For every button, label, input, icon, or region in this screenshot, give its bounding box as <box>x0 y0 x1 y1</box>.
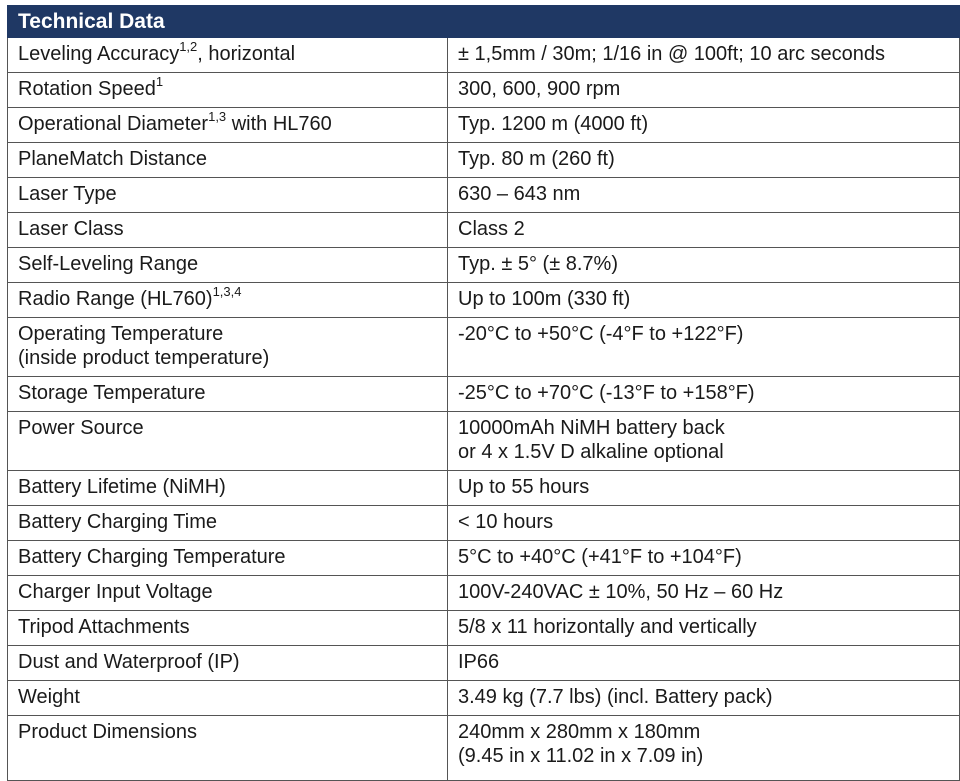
spec-label-cell <box>8 611 448 646</box>
spec-value: 5/8 x 11 horizontally and vertically <box>458 616 757 638</box>
spec-value-cell <box>448 213 960 248</box>
table-row <box>8 108 960 143</box>
spec-label-cell <box>8 213 448 248</box>
spec-value: Up to 55 hours <box>458 476 590 498</box>
table-row <box>8 143 960 178</box>
spec-label: Power Source <box>18 417 144 439</box>
footnote-reference: 1 <box>155 74 164 90</box>
spec-value: < 10 hours <box>458 511 554 533</box>
spec-value-cell <box>448 506 960 541</box>
spec-value: 630 – 643 nm <box>458 183 581 205</box>
spec-value: Typ. 1200 m (4000 ft) <box>458 113 649 135</box>
spec-value-cell <box>448 471 960 506</box>
spec-label: PlaneMatch Distance <box>18 148 207 170</box>
spec-label: Self-Leveling Range <box>18 253 199 275</box>
table-row <box>8 716 960 781</box>
spec-label-cell <box>8 541 448 576</box>
spec-label: Battery Charging Temperature <box>18 546 286 568</box>
spec-value-cell <box>448 716 960 781</box>
spec-value-cell <box>448 178 960 213</box>
spec-label-cell <box>8 248 448 283</box>
spec-value-cell <box>448 38 960 73</box>
spec-value: Typ. 80 m (260 ft) <box>458 148 615 170</box>
spec-label-cell <box>8 178 448 213</box>
spec-label: Laser Class <box>18 218 124 240</box>
spec-value-cell <box>448 318 960 377</box>
spec-label-line <box>18 381 447 405</box>
table-row <box>8 377 960 412</box>
table-row <box>8 38 960 73</box>
spec-label-line <box>18 109 447 136</box>
spec-label: Tripod Attachments <box>18 616 190 638</box>
spec-value: 240mm x 280mm x 180mm <box>458 721 701 743</box>
table-row <box>8 576 960 611</box>
spec-value-cell <box>448 377 960 412</box>
table-row <box>8 611 960 646</box>
spec-label-cell <box>8 143 448 178</box>
spec-label: Charger Input Voltage <box>18 581 213 603</box>
table-row <box>8 506 960 541</box>
table-row <box>8 412 960 471</box>
spec-value-cell <box>448 576 960 611</box>
spec-value-cell <box>448 611 960 646</box>
spec-label-line <box>18 545 447 569</box>
spec-label-line <box>18 147 447 171</box>
spec-value: Typ. ± 5° (± 8.7%) <box>458 253 618 275</box>
spec-label-suffix: with HL760 <box>226 113 332 135</box>
spec-label-line <box>18 615 447 639</box>
spec-label-cell <box>8 646 448 681</box>
spec-label-cell <box>8 318 448 377</box>
spec-label-cell <box>8 377 448 412</box>
spec-label-cell <box>8 681 448 716</box>
spec-label-line <box>18 322 447 346</box>
spec-value-cell <box>448 73 960 108</box>
table-row <box>8 471 960 506</box>
spec-value: -20°C to +50°C (-4°F to +122°F) <box>458 323 744 345</box>
spec-value-cell <box>448 681 960 716</box>
spec-label-line <box>18 416 447 440</box>
table-header-value-cell <box>448 6 960 38</box>
footnote-reference: 1,3,4 <box>212 284 242 300</box>
spec-label: Radio Range (HL760) <box>18 288 213 310</box>
spec-value-cell <box>448 143 960 178</box>
spec-value: 10000mAh NiMH battery back <box>458 417 725 439</box>
spec-label-cell <box>8 108 448 143</box>
spec-label: Operational Diameter <box>18 113 209 135</box>
spec-value: IP66 <box>458 651 500 673</box>
table-row <box>8 178 960 213</box>
spec-value-cell <box>448 108 960 143</box>
spec-label: Operating Temperature <box>18 323 224 345</box>
spec-label: Laser Type <box>18 183 117 205</box>
technical-data-table <box>7 5 960 781</box>
spec-value: Up to 100m (330 ft) <box>458 288 631 310</box>
spec-label: Leveling Accuracy <box>18 43 180 65</box>
spec-value: ± 1,5mm / 30m; 1/16 in @ 100ft; 10 arc seconds <box>458 43 886 65</box>
spec-label: Rotation Speed <box>18 78 156 100</box>
spec-value: 300, 600, 900 rpm <box>458 78 621 100</box>
spec-label-line <box>18 720 447 744</box>
spec-label-line <box>18 650 447 674</box>
table-row <box>8 541 960 576</box>
spec-label-line-2: (inside product temperature) <box>18 347 270 369</box>
spec-label-cell <box>8 471 448 506</box>
spec-label-cell <box>8 576 448 611</box>
spec-label: Battery Lifetime (NiMH) <box>18 476 226 498</box>
spec-value: 5°C to +40°C (+41°F to +104°F) <box>458 546 742 568</box>
table-row <box>8 213 960 248</box>
spec-label-line <box>18 284 447 311</box>
table-title: Technical Data <box>8 6 448 38</box>
footnote-reference: 1,2 <box>179 39 198 55</box>
spec-value-cell <box>448 248 960 283</box>
table-row <box>8 73 960 108</box>
spec-value: -25°C to +70°C (-13°F to +158°F) <box>458 382 755 404</box>
spec-label: Battery Charging Time <box>18 511 217 533</box>
spec-value: 100V-240VAC ± 10%, 50 Hz – 60 Hz <box>458 581 784 603</box>
spec-value: Class 2 <box>458 218 525 240</box>
spec-label-suffix: , horizontal <box>197 43 296 65</box>
spec-label: Dust and Waterproof (IP) <box>18 651 240 673</box>
spec-value-cell <box>448 412 960 471</box>
spec-label-cell <box>8 73 448 108</box>
spec-label-line <box>18 74 447 101</box>
table-row <box>8 646 960 681</box>
table-header-row <box>8 6 960 38</box>
spec-label-cell <box>8 716 448 781</box>
spec-label-line <box>18 510 447 534</box>
table-row <box>8 248 960 283</box>
spec-value-cell <box>448 646 960 681</box>
spec-label: Product Dimensions <box>18 721 197 743</box>
spec-label-line <box>18 217 447 241</box>
table-row <box>8 318 960 377</box>
spec-label-line <box>18 685 447 709</box>
spec-label-cell <box>8 412 448 471</box>
table-row <box>8 681 960 716</box>
spec-label-cell <box>8 506 448 541</box>
spec-label-line <box>18 182 447 206</box>
spec-label-cell <box>8 283 448 318</box>
footnote-reference: 1,3 <box>208 109 227 125</box>
spec-label: Weight <box>18 686 80 708</box>
spec-value-cell <box>448 283 960 318</box>
spec-label-line <box>18 475 447 499</box>
spec-label-line <box>18 252 447 276</box>
spec-label-line <box>18 39 447 66</box>
spec-label-line <box>18 580 447 604</box>
spec-value-cell <box>448 541 960 576</box>
table-body <box>8 38 960 781</box>
spec-value: (9.45 in x 11.02 in x 7.09 in) <box>458 745 704 767</box>
table-row <box>8 283 960 318</box>
spec-label-cell <box>8 38 448 73</box>
spec-value: 3.49 kg (7.7 lbs) (incl. Battery pack) <box>458 686 773 708</box>
spec-value: or 4 x 1.5V D alkaline optional <box>458 441 724 463</box>
spec-label: Storage Temperature <box>18 382 206 404</box>
